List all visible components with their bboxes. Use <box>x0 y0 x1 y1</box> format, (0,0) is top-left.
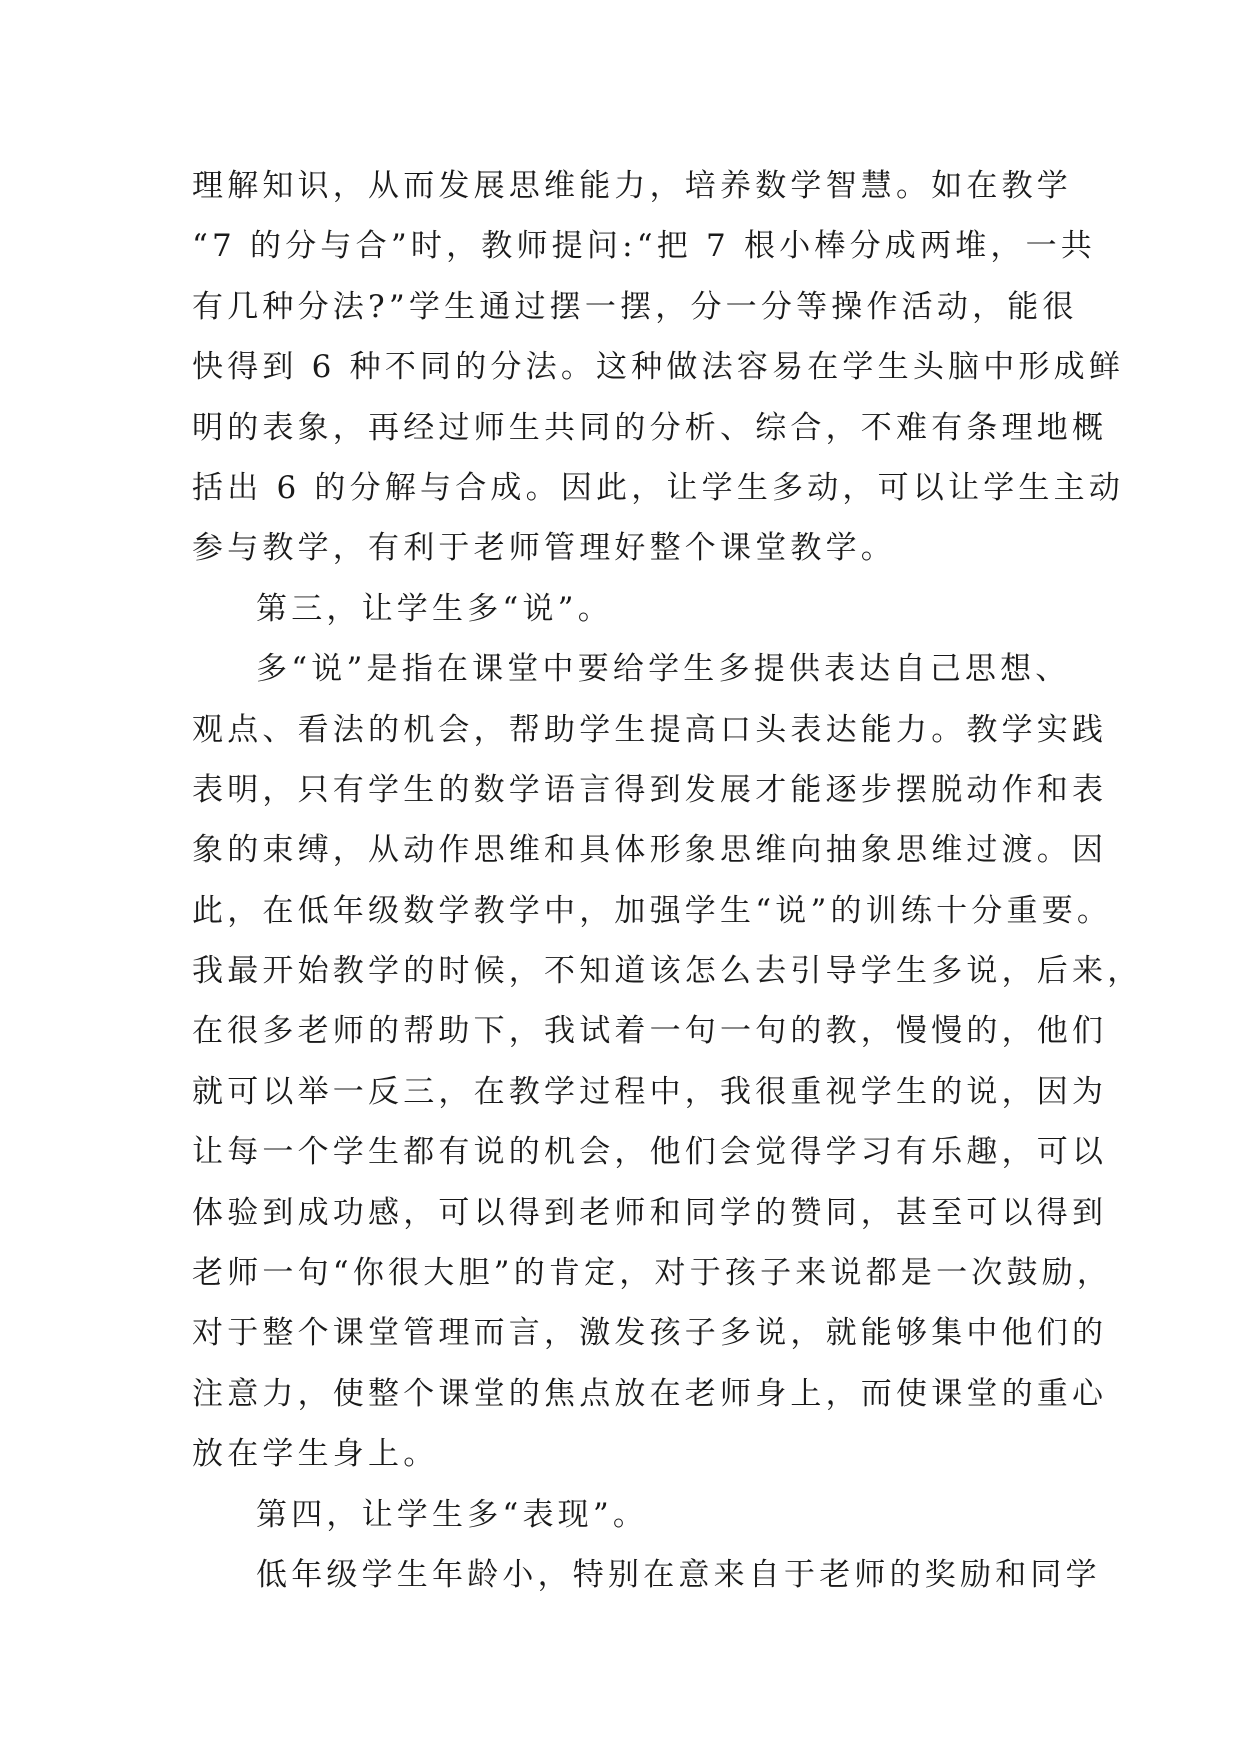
text-line: 对于整个课堂管理而言，激发孩子多说，就能够集中他们的 <box>192 1315 1108 1352</box>
text-line: 多“说”是指在课堂中要给学生多提供表达自己思想、 <box>256 651 1071 688</box>
text-line: 让每一个学生都有说的机会，他们会觉得学习有乐趣，可以 <box>192 1134 1108 1171</box>
text-line: 表明，只有学生的数学语言得到发展才能逐步摆脱动作和表 <box>192 771 1108 808</box>
text-line: 象的束缚，从动作思维和具体形象思维向抽象思维过渡。因 <box>192 832 1108 869</box>
text-line: 第三，让学生多“说”。 <box>256 590 613 627</box>
text-line: 括出 6 的分解与合成。因此，让学生多动，可以让学生主动 <box>192 469 1125 506</box>
text-line: 注意力，使整个课堂的焦点放在老师身上，而使课堂的重心 <box>192 1375 1108 1412</box>
text-line: 体验到成功感，可以得到老师和同学的赞同，甚至可以得到 <box>192 1194 1108 1231</box>
text-line: 第四，让学生多“表现”。 <box>256 1496 649 1533</box>
text-line: 参与教学，有利于老师管理好整个课堂教学。 <box>192 530 896 567</box>
text-line: 老师一句“你很大胆”的肯定，对于孩子来说都是一次鼓励， <box>192 1255 1113 1292</box>
text-line: 低年级学生年龄小，特别在意来自于老师的奖励和同学 <box>256 1556 1101 1593</box>
text-line: 明的表象，再经过师生共同的分析、综合，不难有条理地概 <box>192 409 1108 446</box>
text-line: 理解知识，从而发展思维能力，培养数学智慧。如在教学 <box>192 168 1072 204</box>
text-line: “7 的分与合”时，教师提问:“把 7 根小棒分成两堆，一共 <box>192 228 1096 265</box>
text-line: 此，在低年级数学教学中，加强学生“说”的训练十分重要。 <box>192 892 1113 929</box>
text-line: 在很多老师的帮助下，我试着一句一句的教，慢慢的，他们 <box>192 1013 1108 1050</box>
text-line: 有几种分法?”学生通过摆一摆，分一分等操作活动，能很 <box>192 288 1078 325</box>
text-line: 就可以举一反三，在教学过程中，我很重视学生的说，因为 <box>192 1073 1108 1110</box>
text-line: 我最开始教学的时候，不知道该怎么去引导学生多说，后来， <box>192 953 1143 990</box>
text-line: 放在学生身上。 <box>192 1436 439 1473</box>
body-text <box>192 156 1143 1605</box>
text-line: 观点、看法的机会，帮助学生提高口头表达能力。教学实践 <box>192 711 1108 748</box>
text-line: 快得到 6 种不同的分法。这种做法容易在学生头脑中形成鲜 <box>192 349 1125 386</box>
